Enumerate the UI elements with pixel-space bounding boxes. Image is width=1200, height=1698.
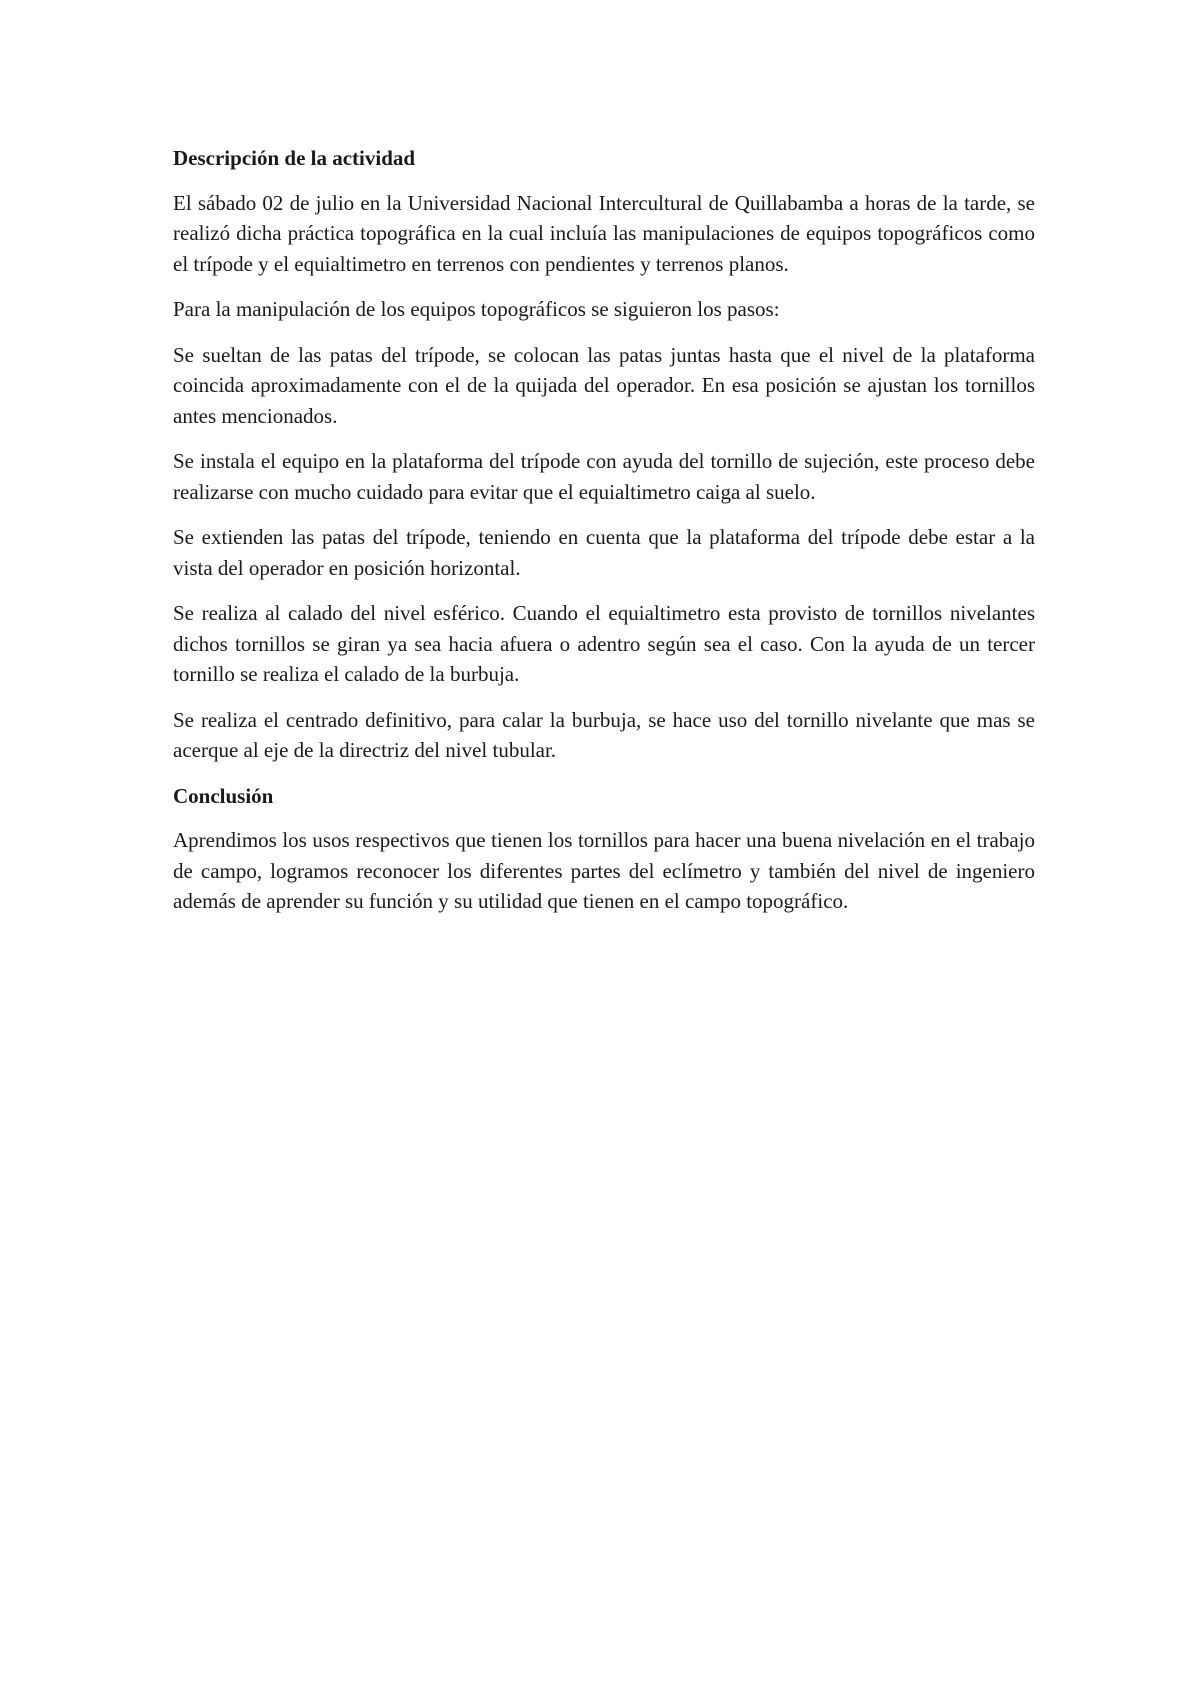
document-body <box>173 143 1035 932</box>
section-heading-conclusion: Conclusión <box>173 783 274 808</box>
paragraph: Se extienden las patas del trípode, teniendo en cuenta que la plataforma del trípode debe estar a la vista del operador en posición horizontal. <box>173 525 1035 580</box>
paragraph: Se instala el equipo en la plataforma del trípode con ayuda del tornillo de sujeción, este proceso debe realizarse con mucho cuidado para evitar que el equialtimetro caiga al suelo. <box>173 449 1035 504</box>
paragraph: El sábado 02 de julio en la Universidad Nacional Intercultural de Quillabamba a horas de la tarde, se realizó dicha práctica topográfica en la cual incluía las manipulaciones de equipos topográficos como el trípode y el equialtimetro en terrenos con pendientes y terrenos planos. <box>173 190 1035 276</box>
paragraph: Para la manipulación de los equipos topográficos se siguieron los pasos: <box>173 297 780 321</box>
section-heading-descripcion: Descripción de la actividad <box>173 146 416 170</box>
paragraph: Aprendimos los usos respectivos que tienen los tornillos para hacer una buena nivelación en el trabajo de campo, logramos reconocer los diferentes partes del eclímetro y también del nivel de ingeniero además de aprender su función y su utilidad que tienen en el campo topográfico. <box>173 828 1035 913</box>
paragraph: Se realiza el centrado definitivo, para calar la burbuja, se hace uso del tornillo nivelante que mas se acerque al eje de la directriz del nivel tubular. <box>173 707 1035 762</box>
paragraph: Se realiza al calado del nivel esférico. Cuando el equialtimetro esta provisto de tornillos nivelantes dichos tornillos se giran ya sea hacia afuera o adentro según sea el caso. Con la ayuda de un tercer tornillo se realiza el calado de la burbuja. <box>173 601 1035 686</box>
paragraph: Se sueltan de las patas del trípode, se colocan las patas juntas hasta que el nivel de la plataforma coincida aproximadamente con el de la quijada del operador. En esa posición se ajustan los tornillos antes mencionados. <box>173 342 1035 428</box>
